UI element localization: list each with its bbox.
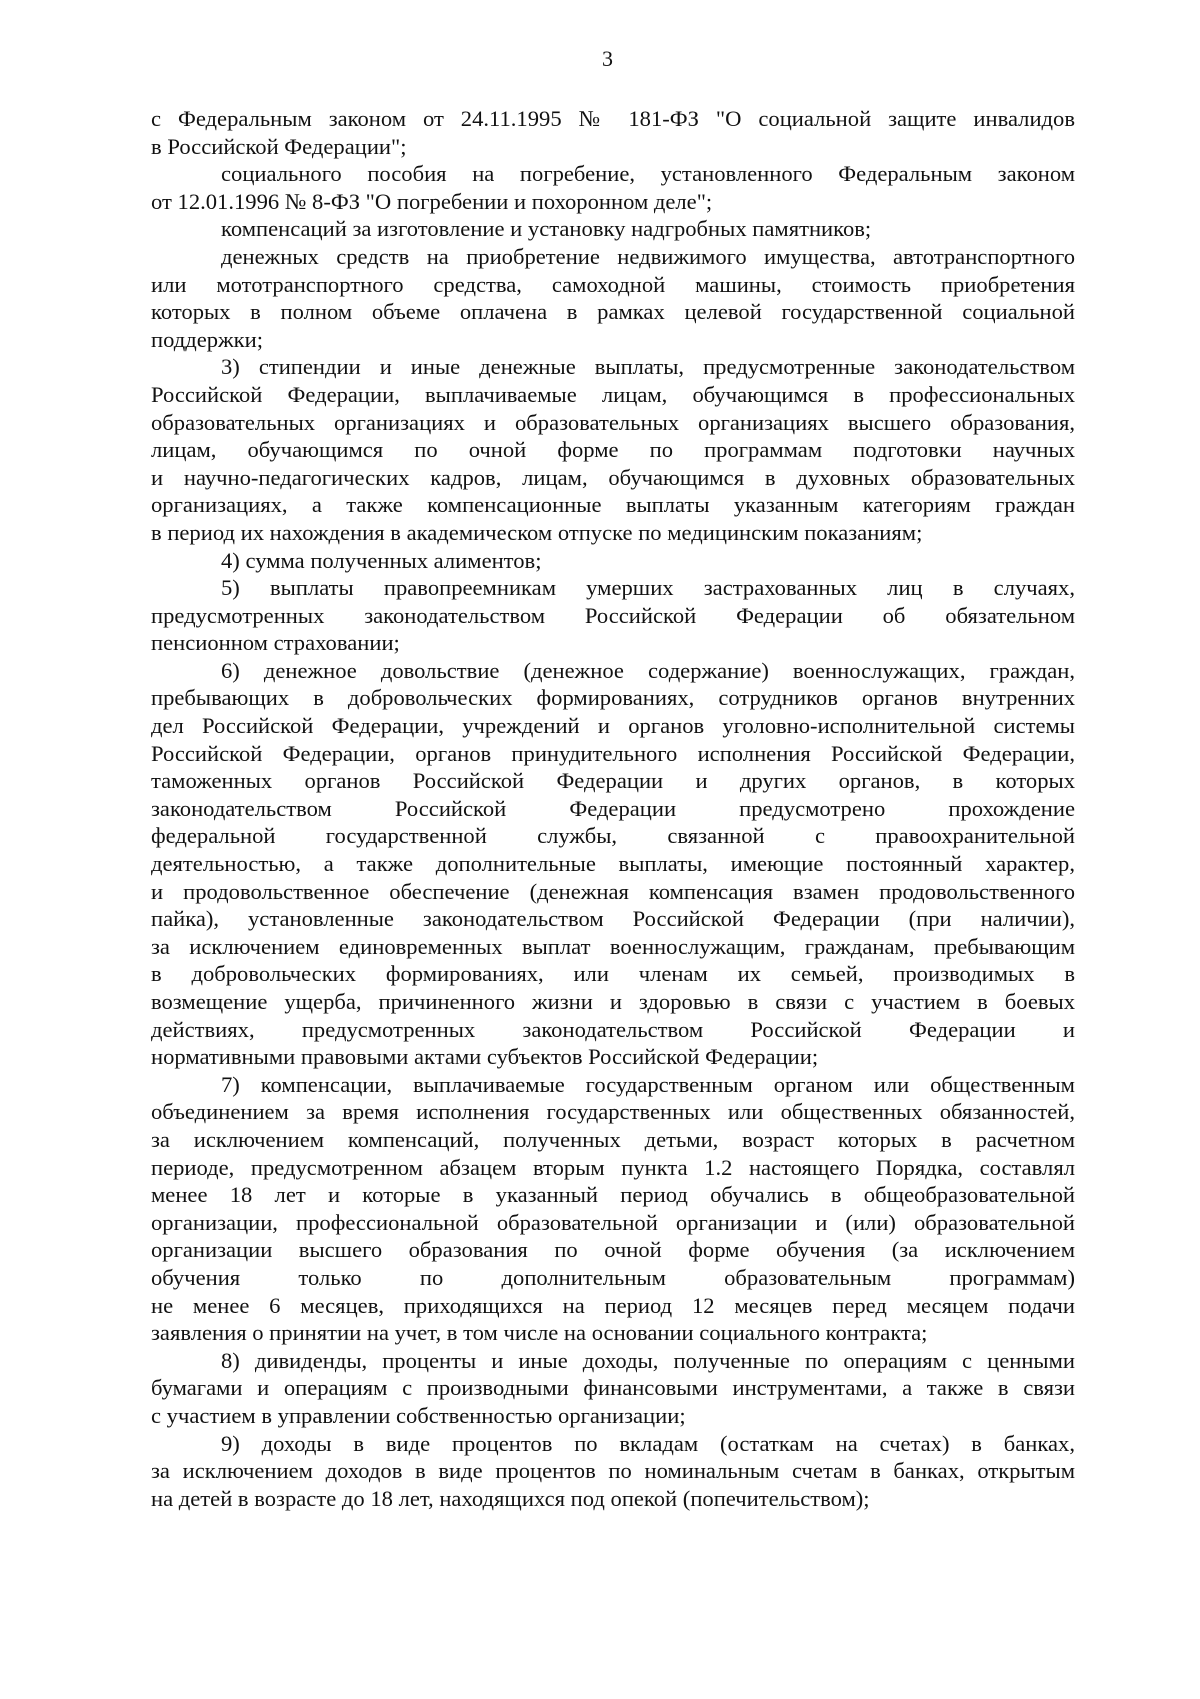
- text-line: за исключением доходов в виде процентов по номинальным счетам в банках, открытым: [151, 1458, 1075, 1484]
- text-line: за исключением компенсаций, полученных детьми, возраст которых в расчетном: [151, 1126, 1075, 1152]
- text-line: пребывающих в добровольческих формированиях, сотрудников органов внутренних: [151, 685, 1075, 711]
- text-line: в Российской Федерации";: [151, 133, 407, 159]
- text-line: не менее 6 месяцев, приходящихся на период 12 месяцев перед месяцем подачи: [151, 1292, 1075, 1318]
- text-line: или мототранспортного средства, самоходной машины, стоимость приобретения: [151, 271, 1075, 297]
- text-line: и продовольственное обеспечение (денежная компенсация взамен продовольственного: [151, 878, 1075, 904]
- text-line: организации, профессиональной образовательной организации и (или) образовательной: [151, 1209, 1075, 1235]
- text-line: социального пособия на погребение, установленного Федеральным законом: [221, 161, 1075, 187]
- text-line: менее 18 лет и которые в указанный период обучались в общеобразовательной: [151, 1182, 1075, 1208]
- text-line: в период их нахождения в академическом отпуске по медицинским показаниям;: [151, 519, 923, 545]
- text-line: Российской Федерации, выплачиваемые лицам, обучающимся в профессиональных: [151, 381, 1075, 407]
- text-line: от 12.01.1996 № 8-ФЗ "О погребении и похоронном деле";: [151, 188, 713, 214]
- text-line: 9) доходы в виде процентов по вкладам (остаткам на счетах) в банках,: [221, 1430, 1075, 1456]
- text-line: Российской Федерации, органов принудительного исполнения Российской Федерации,: [151, 740, 1075, 766]
- text-line: образовательных организациях и образовательных организациях высшего образования,: [151, 409, 1075, 435]
- text-line: денежных средств на приобретение недвижимого имущества, автотранспортного: [221, 243, 1075, 269]
- text-line: компенсаций за изготовление и установку надгробных памятников;: [221, 216, 872, 242]
- text-line: действиях, предусмотренных законодательством Российской Федерации и: [151, 1016, 1075, 1042]
- text-line: за исключением единовременных выплат военнослужащим, гражданам, пребывающим: [151, 933, 1075, 959]
- text-line: с Федеральным законом от 24.11.1995 № 181-ФЗ "О социальной защите инвалидов: [151, 106, 1075, 131]
- text-line: в добровольческих формированиях, или членам их семьей, производимых в: [151, 961, 1075, 987]
- page-number: 3: [602, 46, 613, 71]
- text-line: обучения только по дополнительным образовательным программам): [151, 1264, 1075, 1290]
- text-line: 5) выплаты правопреемникам умерших застрахованных лиц в случаях,: [221, 575, 1075, 601]
- text-line: организации высшего образования по очной форме обучения (за исключением: [151, 1237, 1075, 1263]
- text-line: пайка), установленные законодательством Российской Федерации (при наличии),: [151, 906, 1075, 932]
- text-line: законодательством Российской Федерации предусмотрено прохождение: [151, 795, 1075, 821]
- text-line: организациях, а также компенсационные выплаты указанным категориям граждан: [151, 492, 1075, 518]
- text-line: таможенных органов Российской Федерации и других органов, в которых: [151, 768, 1075, 794]
- text-line: федеральной государственной службы, связанной с правоохранительной: [151, 823, 1075, 849]
- text-line: периоде, предусмотренном абзацем вторым пункта 1.2 настоящего Порядка, составлял: [151, 1154, 1075, 1180]
- text-line: и научно-педагогических кадров, лицам, обучающимся в духовных образовательных: [151, 464, 1075, 490]
- text-line: на детей в возрасте до 18 лет, находящихся под опекой (попечительством);: [151, 1485, 870, 1511]
- text-line: предусмотренных законодательством Российской Федерации об обязательном: [151, 602, 1075, 628]
- text-line: которых в полном объеме оплачена в рамках целевой государственной социальной: [151, 299, 1075, 325]
- text-line: с участием в управлении собственностью организации;: [151, 1402, 686, 1428]
- text-line: поддержки;: [151, 326, 264, 352]
- text-line: деятельностью, а также дополнительные выплаты, имеющие постоянный характер,: [151, 851, 1075, 877]
- text-line: бумагами и операциям с производными финансовыми инструментами, а также в связи: [151, 1375, 1075, 1401]
- text-line: 3) стипендии и иные денежные выплаты, предусмотренные законодательством: [221, 354, 1075, 380]
- text-line: объединением за время исполнения государственных или общественных обязанностей,: [151, 1099, 1075, 1125]
- text-line: заявления о принятии на учет, в том числе на основании социального контракта;: [151, 1320, 928, 1346]
- text-line: 8) дивиденды, проценты и иные доходы, полученные по операциям с ценными: [221, 1347, 1075, 1373]
- text-line: пенсионном страховании;: [151, 630, 400, 656]
- text-line: 6) денежное довольствие (денежное содержание) военнослужащих, граждан,: [221, 657, 1075, 683]
- document-body: [151, 105, 1075, 1512]
- text-line: 4) сумма полученных алиментов;: [221, 547, 542, 573]
- text-line: дел Российской Федерации, учреждений и органов уголовно-исполнительной системы: [151, 713, 1075, 739]
- text-line: нормативными правовыми актами субъектов Российской Федерации;: [151, 1044, 819, 1070]
- text-line: лицам, обучающимся по очной форме по программам подготовки научных: [151, 437, 1075, 463]
- text-line: возмещение ущерба, причиненного жизни и здоровью в связи с участием в боевых: [151, 989, 1075, 1014]
- text-line: 7) компенсации, выплачиваемые государственным органом или общественным: [221, 1071, 1075, 1097]
